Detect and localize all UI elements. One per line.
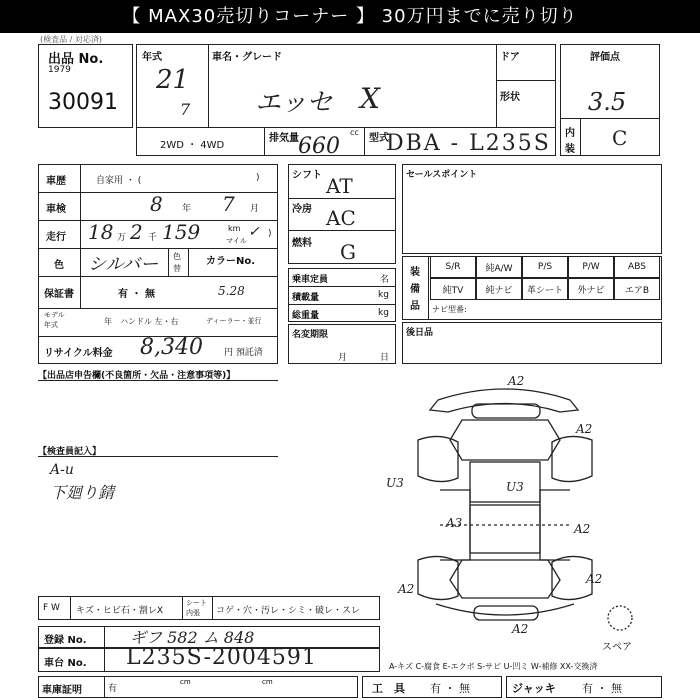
certificate-yes: 有 [108,684,118,694]
seat-label-2: 内張 [186,609,200,617]
damage-mark: U3 [386,476,404,490]
mileage-value-2: 2 [130,220,143,244]
weight-unit: kg [378,308,389,318]
tools-options: 有 ・ 無 [430,682,470,695]
score-label: 評価点 [590,52,620,63]
color-change-2: 替 [173,264,181,273]
color-code-label: カラーNo. [206,256,256,267]
shift-value: AT [326,174,353,198]
mileage-unit-mile: マイル [226,237,247,245]
history-close: ) [256,173,260,183]
equipment-item: P/S [522,256,568,278]
damage-mark: A2 [508,374,525,388]
inspector-note-2: 下廻り錆 [50,483,115,502]
jack-label: ジャッキ [512,682,556,695]
color-change-1: 色 [173,252,181,261]
damage-mark: U3 [506,480,524,494]
damage-legend: A-キズ C-腐食 E-エクボ S-サビ U-凹ミ W-補修 XX-交換済 [389,662,598,671]
equipment-item: ABS [614,256,660,278]
drive-label: 2WD ・ 4WD [160,140,225,151]
mileage-unit-2: 千 [148,233,158,243]
lot-small-number: 1979 [48,65,71,75]
lot-number: 30091 [48,90,118,115]
inspection-year: 8 [150,192,163,216]
equipment-item: P/W [568,256,614,278]
equipment-item: 外ナビ [568,278,614,300]
fuel-value: G [340,240,356,264]
year-label: 年式 [142,52,162,63]
equipment-item: 純TV [430,278,476,300]
recycle-unit: 円 預託済 [224,348,263,358]
grade-label: 車名・グレード [212,52,282,63]
fw-items: キズ・ヒビ石・割レX [76,606,163,616]
color-value: シルバー [88,254,159,275]
inspection-year-unit: 年 [182,204,192,214]
history-label: 車歴 [46,176,66,187]
warranty-label: 保証書 [44,289,74,300]
load-label: 積載量 [292,293,320,303]
capacity-unit: 名 [380,275,390,285]
certificate-row [38,676,358,698]
chassis-label: 車台 No. [44,658,87,669]
equipment-item: 革シート [522,278,568,300]
equipment-item: 純ナビ [476,278,522,300]
inspection-label: 車検 [46,204,66,215]
year-era: 21 [156,65,190,95]
model-label: 型式 [369,133,389,144]
lot-label: 出品 No. [48,52,104,67]
mileage-value-1: 18 [88,220,114,244]
fw-label: F W [43,603,60,613]
equipment-label-1: 装 [410,267,420,278]
name-change-unit-day: 日 [380,353,390,363]
inspector-note-1: A-u [50,462,74,478]
navi-model-label: ナビ型番: [432,305,467,314]
spare-label: スペア [602,642,632,653]
top-note: (検査品 / 対応済) [40,35,103,44]
model-year-label-1: モデル [44,311,65,319]
sales-points-label: セールスポイント [406,170,478,180]
mileage-value-3: 159 [162,220,201,244]
recycle-label: リサイクル料金 [44,348,113,359]
registration-value: ギフ 582 ム 848 [130,628,255,647]
handle-label: ハンドル 左・右 [120,317,179,326]
mileage-close: ) [268,229,272,239]
seat-label-1: シート [186,599,207,607]
damage-mark: A2 [586,572,603,586]
doors-label: ドア [500,52,520,63]
displacement-value: 660 [298,134,340,159]
mileage-unit-1: 万 [117,233,127,243]
capacity-label: 乗車定員 [292,275,329,285]
damage-mark: A2 [574,522,591,536]
warranty-note: 5.28 [218,284,245,298]
year-month: 7 [180,100,191,119]
fuel-label: 燃料 [292,238,312,249]
jack-options: 有 ・ 無 [582,682,622,695]
interior-label-2: 装 [565,144,575,155]
displacement-unit: cc [350,128,359,137]
load-unit: kg [378,290,389,300]
inspection-month-unit: 月 [250,204,260,214]
ac-value: AC [326,206,356,230]
certificate-unit-2: cm [262,678,273,686]
score-value: 3.5 [588,88,627,116]
shape-label: 形状 [500,92,520,103]
tools-label: 工 具 [372,682,405,695]
damage-mark: A3 [446,516,463,530]
inspection-month: 7 [222,192,235,216]
certificate-unit: cm [180,678,191,686]
mileage-check: ✓ [248,224,260,240]
equipment-item: エアB [614,278,660,300]
mileage-label: 走行 [46,232,66,243]
interior-label-1: 内 [565,128,575,139]
equipment-item: S/R [430,256,476,278]
damage-mark: A2 [398,582,415,596]
seller-notes-label: 【出品店申告欄(不良箇所・欠品・注意事項等)】 [38,371,236,381]
car-name: エッセ [255,88,333,118]
model-year-unit: 年 [104,317,112,326]
name-change-label: 名変期限 [292,330,329,340]
damage-mark: A2 [512,622,529,636]
dealer-label: ディーラー・並行 [206,317,262,325]
certificate-label: 車庫証明 [42,685,82,696]
title-banner: 【 MAX30売切りコーナー 】 30万円までに売り切り [0,0,700,33]
mileage-unit-km: km [228,224,241,233]
inspector-notes-label: 【検査員記入】 [38,447,102,457]
seat-items: コゲ・穴・汚レ・シミ・破レ・スレ [216,606,361,616]
registration-label: 登録 No. [44,635,87,646]
equipment-item: 純A/W [476,256,522,278]
ac-label: 冷房 [292,204,312,215]
history-value: 自家用 ・ ( [96,176,142,186]
car-grade: X [360,82,380,115]
post-entry-label: 後日品 [406,328,434,338]
equipment-label-2: 備 [410,284,420,295]
displacement-label: 排気量 [269,133,299,144]
name-change-unit: 月 [338,353,348,363]
damage-mark: A2 [576,422,593,436]
model-value: DBA - L235S [386,131,551,156]
color-label: 色 [54,260,64,271]
chassis-value: L235S-2004591 [126,645,317,670]
model-year-label-2: 年式 [44,321,58,329]
warranty-options: 有 ・ 無 [118,289,155,300]
interior-value: C [612,126,628,150]
equipment-label-3: 品 [410,301,420,312]
recycle-value: 8,340 [140,335,203,360]
weight-label: 総重量 [292,311,320,321]
shift-label: シフト [292,170,322,181]
